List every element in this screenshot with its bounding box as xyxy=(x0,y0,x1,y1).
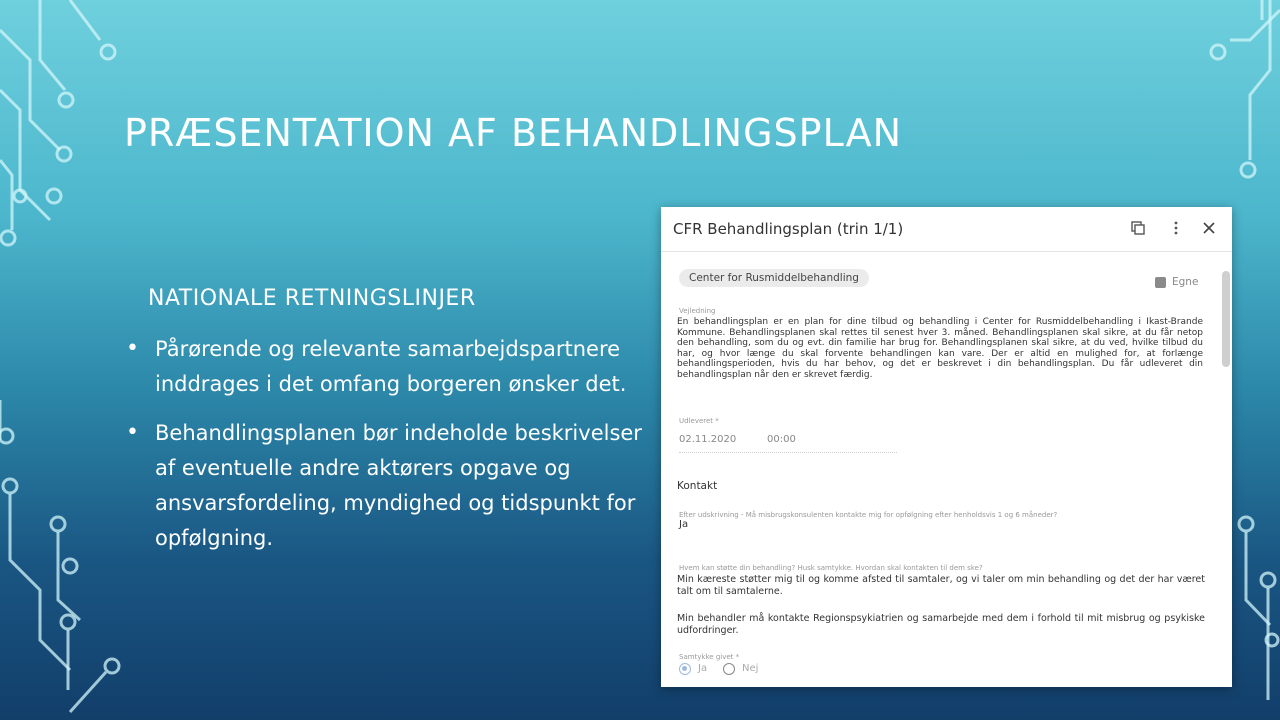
bullet-list xyxy=(124,332,644,570)
copy-icon[interactable] xyxy=(1130,220,1146,236)
bullet-item xyxy=(124,332,644,402)
udleveret-time-field[interactable]: 00:00 xyxy=(767,434,796,445)
q2-label: Hvem kan støtte din behandling? Husk samtykke. Hvordan skal kontakten til dem ske? xyxy=(679,564,983,572)
q1-answer[interactable]: Ja xyxy=(679,519,689,530)
q1-label: Efter udskrivning - Må misbrugskonsulenten kontakte mig for opfølgning efter henholdsvis 1 og 6 måneder? xyxy=(679,511,1058,519)
more-vert-icon[interactable] xyxy=(1168,220,1184,236)
udleveret-date-field[interactable]: 02.11.2020 xyxy=(679,434,737,445)
unit-chip[interactable]: Center for Rusmiddelbehandling xyxy=(679,269,869,287)
bullet-glyph: • xyxy=(126,420,139,445)
vejledning-label: Vejledning xyxy=(679,307,716,315)
udleveret-underline xyxy=(679,452,897,453)
bullet-text: Behandlingsplanen bør indeholde beskrivelser af eventuelle andre aktørers opgave og ansvarsfordeling, myndighed og tidspunkt for opfølgning. xyxy=(155,421,642,550)
close-icon[interactable] xyxy=(1201,220,1217,236)
vejledning-text: En behandlingsplan er en plan for dine tilbud og behandling i Center for Rusmiddelbehandling i Ikast-Brande Kommune. Behandlingsplanen skal rettes til senest hver 3. måned. Behandlingsplanen skal sikre, at du får netop den behandling, som du og evt. din familie har brug for. Behandlingsplanen skal sikre, at du ved, hvilke tilbud du har, og hvor længe du skal forvente behandlingen kan vare. Der er altid en mulighed for, at forlænge behandlingsperioden, hvis du har behov, og det er beskrevet i din behandlingsplan. Du får udleveret din behandlingsplan når den er skrevet færdig. xyxy=(677,317,1203,380)
egne-label: Egne xyxy=(1172,276,1199,288)
bullet-item xyxy=(124,416,644,556)
egne-checkbox[interactable] xyxy=(1155,277,1166,288)
kontakt-heading: Kontakt xyxy=(677,480,718,492)
dialog-scrollbar[interactable] xyxy=(1222,271,1230,367)
samtykke-nej-radio[interactable] xyxy=(723,663,735,675)
q2-answer-2[interactable]: Min behandler må kontakte Regionspsykiatrien og samarbejde med dem i forhold til mit misbrug og psykiske udfordringer. xyxy=(677,613,1205,636)
slide-title: PRÆSENTATION AF BEHANDLINGSPLAN xyxy=(124,111,903,156)
dialog-header xyxy=(661,207,1232,252)
samtykke-nej-label: Nej xyxy=(742,663,759,674)
samtykke-ja-label: Ja xyxy=(698,663,708,674)
dialog-title: CFR Behandlingsplan (trin 1/1) xyxy=(673,220,904,238)
behandlingsplan-dialog xyxy=(661,207,1232,687)
samtykke-ja-radio[interactable] xyxy=(679,663,691,675)
dialog-body xyxy=(661,252,1219,687)
bullet-glyph: • xyxy=(126,336,139,361)
udleveret-label: Udleveret * xyxy=(679,417,719,425)
samtykke-label: Samtykke givet * xyxy=(679,653,740,661)
q2-answer-1[interactable]: Min kæreste støtter mig til og komme afsted til samtaler, og vi taler om min behandling og det der har været talt om til samtalerne. xyxy=(677,574,1205,597)
circuit-left xyxy=(0,0,119,712)
bullet-text: Pårørende og relevante samarbejdspartnere inddrages i det omfang borgeren ønsker det. xyxy=(155,337,627,396)
slide-subheading: NATIONALE RETNINGSLINJER xyxy=(148,286,476,311)
